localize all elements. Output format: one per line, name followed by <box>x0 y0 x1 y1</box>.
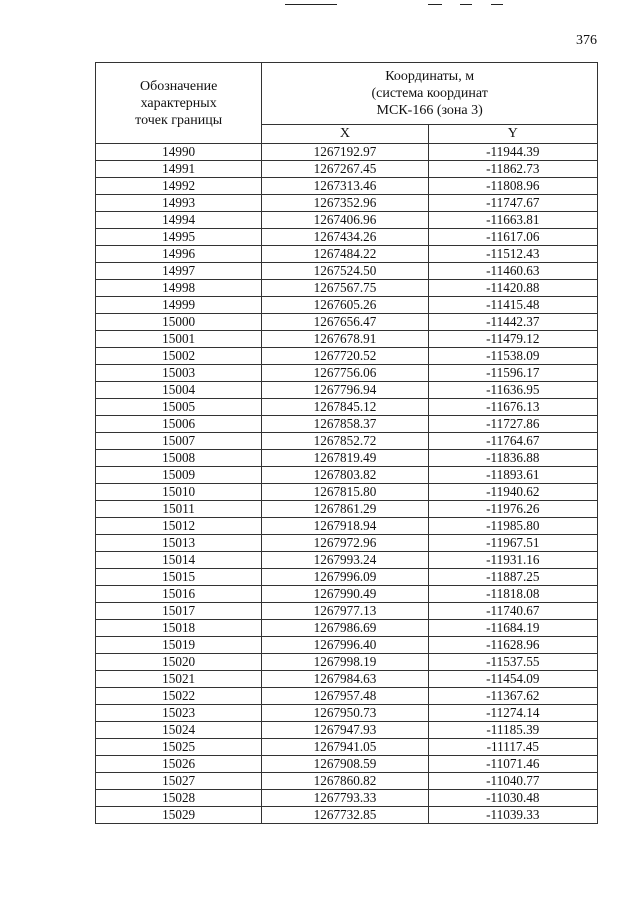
x-coordinate-cell: 1267793.33 <box>262 790 428 807</box>
y-coordinate-cell: -11636.95 <box>428 382 597 399</box>
point-id-cell: 15020 <box>96 654 262 671</box>
y-coordinate-cell: -11512.43 <box>428 246 597 263</box>
table-row <box>96 603 598 620</box>
x-coordinate-cell: 1267605.26 <box>262 297 428 314</box>
point-id-cell: 15010 <box>96 484 262 501</box>
table-row <box>96 705 598 722</box>
y-coordinate-cell: -11030.48 <box>428 790 597 807</box>
header-point-designation <box>96 63 262 144</box>
table-row <box>96 246 598 263</box>
header-point-line-2: характерных <box>140 95 217 111</box>
point-id-cell: 15024 <box>96 722 262 739</box>
x-coordinate-cell: 1267796.94 <box>262 382 428 399</box>
y-coordinate-cell: -11967.51 <box>428 535 597 552</box>
x-coordinate-cell: 1267406.96 <box>262 212 428 229</box>
y-coordinate-cell: -11764.67 <box>428 433 597 450</box>
point-id-cell: 15018 <box>96 620 262 637</box>
x-coordinate-cell: 1267996.40 <box>262 637 428 654</box>
point-id-cell: 14994 <box>96 212 262 229</box>
x-coordinate-cell: 1267803.82 <box>262 467 428 484</box>
header-y: Y <box>428 124 597 143</box>
x-coordinate-cell: 1267732.85 <box>262 807 428 824</box>
point-id-cell: 15001 <box>96 331 262 348</box>
table-row <box>96 620 598 637</box>
point-id-cell: 15022 <box>96 688 262 705</box>
point-id-cell: 15017 <box>96 603 262 620</box>
point-id-cell: 15004 <box>96 382 262 399</box>
coordinates-table <box>95 62 598 824</box>
table-body <box>96 144 598 824</box>
table-row <box>96 518 598 535</box>
x-coordinate-cell: 1267972.96 <box>262 535 428 552</box>
x-coordinate-cell: 1267984.63 <box>262 671 428 688</box>
y-coordinate-cell: -11537.55 <box>428 654 597 671</box>
y-coordinate-cell: -11039.33 <box>428 807 597 824</box>
x-coordinate-cell: 1267845.12 <box>262 399 428 416</box>
x-coordinate-cell: 1267993.24 <box>262 552 428 569</box>
point-id-cell: 14992 <box>96 178 262 195</box>
x-coordinate-cell: 1267352.96 <box>262 195 428 212</box>
point-id-cell: 15000 <box>96 314 262 331</box>
x-coordinate-cell: 1267860.82 <box>262 773 428 790</box>
point-id-cell: 15008 <box>96 450 262 467</box>
point-id-cell: 15007 <box>96 433 262 450</box>
table-row <box>96 501 598 518</box>
x-coordinate-cell: 1267852.72 <box>262 433 428 450</box>
x-coordinate-cell: 1267567.75 <box>262 280 428 297</box>
header-point-line-3: точек границы <box>135 112 223 128</box>
point-id-cell: 15025 <box>96 739 262 756</box>
y-coordinate-cell: -11415.48 <box>428 297 597 314</box>
header-coords-line-1: Координаты, м <box>385 68 475 84</box>
point-id-cell: 14996 <box>96 246 262 263</box>
x-coordinate-cell: 1267947.93 <box>262 722 428 739</box>
point-id-cell: 14995 <box>96 229 262 246</box>
table-row <box>96 348 598 365</box>
y-coordinate-cell: -11676.13 <box>428 399 597 416</box>
point-id-cell: 15016 <box>96 586 262 603</box>
table-row <box>96 552 598 569</box>
y-coordinate-cell: -11808.96 <box>428 178 597 195</box>
table-row <box>96 399 598 416</box>
y-coordinate-cell: -11740.67 <box>428 603 597 620</box>
point-id-cell: 15014 <box>96 552 262 569</box>
x-coordinate-cell: 1267908.59 <box>262 756 428 773</box>
y-coordinate-cell: -11940.62 <box>428 484 597 501</box>
table-row <box>96 450 598 467</box>
point-id-cell: 15012 <box>96 518 262 535</box>
table-row <box>96 314 598 331</box>
x-coordinate-cell: 1267950.73 <box>262 705 428 722</box>
header-rule-marks <box>285 4 525 8</box>
table-row <box>96 195 598 212</box>
x-coordinate-cell: 1267986.69 <box>262 620 428 637</box>
table-row <box>96 365 598 382</box>
table-row <box>96 144 598 161</box>
y-coordinate-cell: -11893.61 <box>428 467 597 484</box>
table-row <box>96 586 598 603</box>
point-id-cell: 14999 <box>96 297 262 314</box>
table-row <box>96 535 598 552</box>
header-coords-line-2: (система координат <box>371 85 488 101</box>
table-row <box>96 212 598 229</box>
y-coordinate-cell: -11628.96 <box>428 637 597 654</box>
header-coords-line-3: МСК-166 (зона 3) <box>376 102 483 118</box>
header-x: X <box>262 124 428 143</box>
y-coordinate-cell: -11185.39 <box>428 722 597 739</box>
y-coordinate-cell: -11538.09 <box>428 348 597 365</box>
table-row <box>96 331 598 348</box>
y-coordinate-cell: -11442.37 <box>428 314 597 331</box>
point-id-cell: 15021 <box>96 671 262 688</box>
x-coordinate-cell: 1267524.50 <box>262 263 428 280</box>
x-coordinate-cell: 1267996.09 <box>262 569 428 586</box>
table-row <box>96 756 598 773</box>
x-coordinate-cell: 1267656.47 <box>262 314 428 331</box>
point-id-cell: 15006 <box>96 416 262 433</box>
x-coordinate-cell: 1267990.49 <box>262 586 428 603</box>
x-coordinate-cell: 1267484.22 <box>262 246 428 263</box>
table-row <box>96 229 598 246</box>
table-row <box>96 484 598 501</box>
x-coordinate-cell: 1267957.48 <box>262 688 428 705</box>
x-coordinate-cell: 1267756.06 <box>262 365 428 382</box>
header-coordinates <box>262 63 598 125</box>
y-coordinate-cell: -11727.86 <box>428 416 597 433</box>
page-number: 376 <box>576 33 597 48</box>
x-coordinate-cell: 1267861.29 <box>262 501 428 518</box>
table-row <box>96 467 598 484</box>
x-coordinate-cell: 1267267.45 <box>262 161 428 178</box>
x-coordinate-cell: 1267678.91 <box>262 331 428 348</box>
point-id-cell: 14998 <box>96 280 262 297</box>
point-id-cell: 15029 <box>96 807 262 824</box>
y-coordinate-cell: -11479.12 <box>428 331 597 348</box>
y-coordinate-cell: -11663.81 <box>428 212 597 229</box>
y-coordinate-cell: -11460.63 <box>428 263 597 280</box>
y-coordinate-cell: -11944.39 <box>428 144 597 161</box>
point-id-cell: 15019 <box>96 637 262 654</box>
y-coordinate-cell: -11420.88 <box>428 280 597 297</box>
y-coordinate-cell: -11274.14 <box>428 705 597 722</box>
table-row <box>96 807 598 824</box>
y-coordinate-cell: -11836.88 <box>428 450 597 467</box>
y-coordinate-cell: -11818.08 <box>428 586 597 603</box>
y-coordinate-cell: -11117.45 <box>428 739 597 756</box>
point-id-cell: 14991 <box>96 161 262 178</box>
table-row <box>96 280 598 297</box>
y-coordinate-cell: -11931.16 <box>428 552 597 569</box>
x-coordinate-cell: 1267819.49 <box>262 450 428 467</box>
point-id-cell: 14993 <box>96 195 262 212</box>
y-coordinate-cell: -11985.80 <box>428 518 597 535</box>
table-row <box>96 382 598 399</box>
y-coordinate-cell: -11887.25 <box>428 569 597 586</box>
point-id-cell: 14990 <box>96 144 262 161</box>
point-id-cell: 15027 <box>96 773 262 790</box>
y-coordinate-cell: -11040.77 <box>428 773 597 790</box>
point-id-cell: 15005 <box>96 399 262 416</box>
x-coordinate-cell: 1267977.13 <box>262 603 428 620</box>
y-coordinate-cell: -11684.19 <box>428 620 597 637</box>
x-coordinate-cell: 1267941.05 <box>262 739 428 756</box>
point-id-cell: 15028 <box>96 790 262 807</box>
table-row <box>96 654 598 671</box>
table-row <box>96 433 598 450</box>
y-coordinate-cell: -11976.26 <box>428 501 597 518</box>
y-coordinate-cell: -11747.67 <box>428 195 597 212</box>
y-coordinate-cell: -11617.06 <box>428 229 597 246</box>
point-id-cell: 15011 <box>96 501 262 518</box>
point-id-cell: 15013 <box>96 535 262 552</box>
table-row <box>96 688 598 705</box>
table-row <box>96 569 598 586</box>
x-coordinate-cell: 1267192.97 <box>262 144 428 161</box>
y-coordinate-cell: -11596.17 <box>428 365 597 382</box>
point-id-cell: 14997 <box>96 263 262 280</box>
x-coordinate-cell: 1267313.46 <box>262 178 428 195</box>
table-row <box>96 739 598 756</box>
point-id-cell: 15026 <box>96 756 262 773</box>
point-id-cell: 15023 <box>96 705 262 722</box>
x-coordinate-cell: 1267434.26 <box>262 229 428 246</box>
table-row <box>96 722 598 739</box>
y-coordinate-cell: -11454.09 <box>428 671 597 688</box>
table-row <box>96 161 598 178</box>
point-id-cell: 15003 <box>96 365 262 382</box>
table-row <box>96 178 598 195</box>
x-coordinate-cell: 1267815.80 <box>262 484 428 501</box>
header-point-line-1: Обозначение <box>139 78 218 94</box>
table-row <box>96 671 598 688</box>
y-coordinate-cell: -11071.46 <box>428 756 597 773</box>
table-row <box>96 773 598 790</box>
table-row <box>96 416 598 433</box>
x-coordinate-cell: 1267998.19 <box>262 654 428 671</box>
x-coordinate-cell: 1267918.94 <box>262 518 428 535</box>
y-coordinate-cell: -11367.62 <box>428 688 597 705</box>
table-row <box>96 263 598 280</box>
x-coordinate-cell: 1267720.52 <box>262 348 428 365</box>
y-coordinate-cell: -11862.73 <box>428 161 597 178</box>
point-id-cell: 15009 <box>96 467 262 484</box>
point-id-cell: 15002 <box>96 348 262 365</box>
table-row <box>96 790 598 807</box>
table-row <box>96 297 598 314</box>
table-row <box>96 637 598 654</box>
x-coordinate-cell: 1267858.37 <box>262 416 428 433</box>
point-id-cell: 15015 <box>96 569 262 586</box>
